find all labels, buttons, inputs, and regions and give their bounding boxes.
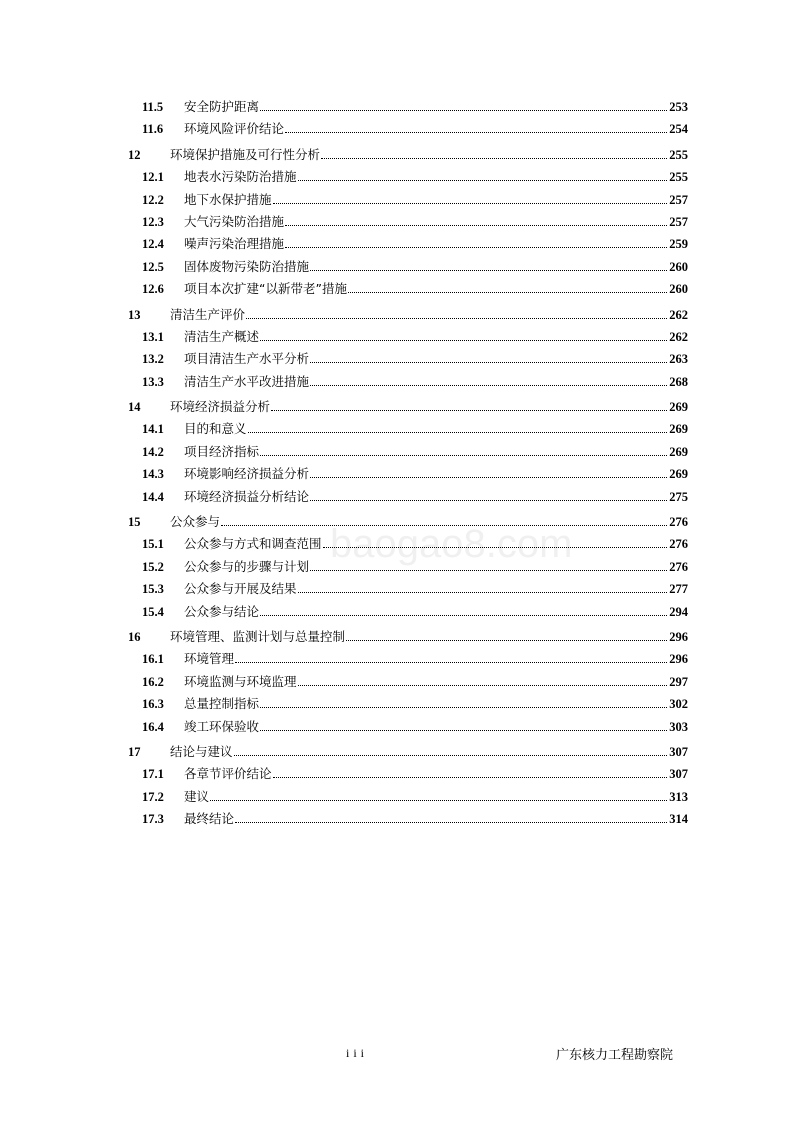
toc-entry-number: 14 xyxy=(128,400,141,415)
toc-entry-number: 16.4 xyxy=(142,719,164,734)
toc-entry-number: 14.3 xyxy=(142,467,164,482)
toc-entry-title: 公众参与方式和调查范围 xyxy=(184,536,322,552)
toc-entry-page: 296 xyxy=(669,629,688,644)
toc-entry-title: 环境影响经济损益分析 xyxy=(184,466,310,482)
toc-dot-leader xyxy=(273,202,668,204)
toc-entry-title: 环境保护措施及可行性分析 xyxy=(170,146,321,162)
toc-entry-page: 253 xyxy=(669,100,688,114)
toc-entry-title: 目的和意义 xyxy=(184,421,247,437)
toc-section-entry[interactable] xyxy=(128,763,688,785)
toc-entry-page: 307 xyxy=(669,744,688,759)
toc-entry-title: 各章节评价结论 xyxy=(184,766,272,782)
toc-section-entry[interactable] xyxy=(128,371,688,393)
toc-entry-title: 竣工环保验收 xyxy=(184,718,260,734)
footer-organization: 广东核力工程勘察院 xyxy=(556,1048,674,1063)
toc-section-entry[interactable] xyxy=(128,189,688,211)
toc-section-entry[interactable] xyxy=(128,166,688,188)
toc-entry-page: 262 xyxy=(669,307,688,322)
toc-entry-title: 项目经济指标 xyxy=(184,443,260,459)
toc-entry-page: 294 xyxy=(669,604,688,619)
toc-entry-title: 大气污染防治措施 xyxy=(184,213,285,229)
toc-entry-number: 12.4 xyxy=(142,237,164,252)
toc-entry-page: 263 xyxy=(669,352,688,367)
toc-chapter-entry[interactable] xyxy=(128,741,688,763)
toc-section-entry[interactable] xyxy=(128,808,688,830)
toc-dot-leader xyxy=(310,476,667,478)
toc-entry-page: 297 xyxy=(669,674,688,689)
toc-entry-page: 257 xyxy=(669,214,688,229)
toc-entry-number: 17.2 xyxy=(142,789,164,804)
toc-entry-page: 277 xyxy=(669,582,688,597)
toc-chapter-entry[interactable] xyxy=(128,144,688,166)
toc-entry-page: 269 xyxy=(669,422,688,437)
toc-dot-leader xyxy=(310,499,667,501)
toc-entry-number: 17.1 xyxy=(142,767,164,782)
toc-dot-leader xyxy=(210,799,667,801)
watermark: baogao8.com xyxy=(330,522,573,566)
toc-entry-page: 313 xyxy=(669,789,688,804)
toc-entry-number: 17.3 xyxy=(142,812,164,827)
toc-entry-page: 269 xyxy=(669,467,688,482)
toc-section-entry[interactable] xyxy=(128,671,688,693)
toc-section-entry[interactable] xyxy=(128,486,688,508)
toc-dot-leader xyxy=(235,661,667,663)
toc-section-entry[interactable] xyxy=(128,211,688,233)
toc-dot-leader xyxy=(310,384,667,386)
toc-entry-page: 276 xyxy=(669,515,688,530)
toc-entry-number: 15.3 xyxy=(142,582,164,597)
toc-dot-leader xyxy=(260,109,667,111)
toc-section-entry[interactable] xyxy=(128,118,688,140)
toc-dot-leader xyxy=(271,409,667,411)
toc-section-entry[interactable] xyxy=(128,786,688,808)
toc-entry-page: 269 xyxy=(669,400,688,415)
toc-dot-leader xyxy=(348,291,667,293)
toc-entry-page: 260 xyxy=(669,259,688,274)
toc-section-entry[interactable] xyxy=(128,233,688,255)
toc-section-entry[interactable] xyxy=(128,648,688,670)
toc-entry-page: 275 xyxy=(669,489,688,504)
toc-entry-page: 255 xyxy=(669,170,688,185)
toc-entry-number: 15.1 xyxy=(142,537,164,552)
toc-entry-number: 12.6 xyxy=(142,282,164,297)
toc-entry-number: 12.3 xyxy=(142,214,164,229)
toc-entry-page: 276 xyxy=(669,537,688,552)
toc-entry-title: 公众参与开展及结果 xyxy=(184,581,297,597)
toc-entry-number: 17 xyxy=(128,744,141,759)
toc-dot-leader xyxy=(298,591,668,593)
toc-entry-title: 环境监测与环境监理 xyxy=(184,673,297,689)
toc-entry-title: 固体废物污染防治措施 xyxy=(184,258,310,274)
toc-entry-number: 13 xyxy=(128,307,141,322)
toc-chapter-entry[interactable] xyxy=(128,626,688,648)
toc-entry-title: 地表水污染防治措施 xyxy=(184,169,297,185)
toc-entry-number: 15 xyxy=(128,515,141,530)
toc-entry-title: 环境管理 xyxy=(184,651,235,667)
toc-dot-leader xyxy=(321,157,667,159)
toc-dot-leader xyxy=(248,431,668,433)
toc-dot-leader xyxy=(260,339,667,341)
toc-entry-number: 13.2 xyxy=(142,352,164,367)
toc-section-entry[interactable] xyxy=(128,716,688,738)
toc-dot-leader xyxy=(285,224,667,226)
toc-entry-number: 14.1 xyxy=(142,422,164,437)
toc-entry-number: 15.4 xyxy=(142,604,164,619)
toc-entry-number: 16.1 xyxy=(142,652,164,667)
toc-entry-title: 环境经济损益分析结论 xyxy=(184,488,310,504)
toc-entry-number: 13.1 xyxy=(142,329,164,344)
toc-section-entry[interactable] xyxy=(128,96,688,118)
toc-chapter-entry[interactable] xyxy=(128,304,688,326)
toc-section-entry[interactable] xyxy=(128,601,688,623)
toc-section-entry[interactable] xyxy=(128,348,688,370)
toc-entry-title: 安全防护距离 xyxy=(184,99,260,114)
footer-page-number: iii xyxy=(346,1046,369,1060)
toc-entry-title: 结论与建议 xyxy=(170,743,233,759)
toc-entry-number: 12 xyxy=(128,147,141,162)
toc-dot-leader xyxy=(298,684,668,686)
toc-entry-title: 环境管理、监测计划与总量控制 xyxy=(170,628,346,644)
toc-section-entry[interactable] xyxy=(128,578,688,600)
toc-dot-leader xyxy=(346,639,667,641)
toc-entry-page: 255 xyxy=(669,147,688,162)
toc-entry-number: 13.3 xyxy=(142,374,164,389)
toc-entry-number: 12.2 xyxy=(142,192,164,207)
toc-dot-leader xyxy=(285,131,667,133)
toc-dot-leader xyxy=(310,569,667,571)
toc-section-entry[interactable] xyxy=(128,463,688,485)
toc-entry-page: 260 xyxy=(669,282,688,297)
toc-entry-title: 环境风险评价结论 xyxy=(184,121,285,137)
toc-dot-leader xyxy=(298,179,668,181)
toc-dot-leader xyxy=(260,614,667,616)
toc-section-entry[interactable] xyxy=(128,256,688,278)
toc-entry-page: 296 xyxy=(669,652,688,667)
toc-section-entry[interactable] xyxy=(128,418,688,440)
toc-entry-number: 11.5 xyxy=(142,100,164,114)
toc-entry-number: 16 xyxy=(128,629,141,644)
toc-entry-title: 最终结论 xyxy=(184,811,235,827)
toc-dot-leader xyxy=(260,729,667,731)
toc-entry-title: 清洁生产评价 xyxy=(170,306,246,322)
toc-entry-page: 314 xyxy=(669,812,688,827)
toc-entry-title: 项目清洁生产水平分析 xyxy=(184,351,310,367)
toc-entry-number: 14.2 xyxy=(142,444,164,459)
toc-entry-page: 302 xyxy=(669,697,688,712)
toc-entry-title: 环境经济损益分析 xyxy=(170,399,271,415)
toc-dot-leader xyxy=(246,317,667,319)
toc-entry-number: 12.1 xyxy=(142,170,164,185)
toc-section-entry[interactable] xyxy=(128,326,688,348)
toc-entry-page: 257 xyxy=(669,192,688,207)
toc-entry-title: 噪声污染治理措施 xyxy=(184,236,285,252)
toc-dot-leader xyxy=(285,246,667,248)
toc-entry-number: 12.5 xyxy=(142,259,164,274)
table-of-contents xyxy=(128,96,688,831)
toc-entry-number: 16.2 xyxy=(142,674,164,689)
toc-dot-leader xyxy=(260,454,667,456)
toc-dot-leader xyxy=(235,821,667,823)
toc-entry-page: 254 xyxy=(669,122,688,137)
toc-dot-leader xyxy=(234,754,668,756)
toc-entry-title: 清洁生产概述 xyxy=(184,328,260,344)
toc-entry-title: 总量控制指标 xyxy=(184,696,260,712)
toc-entry-number: 16.3 xyxy=(142,697,164,712)
toc-entry-page: 259 xyxy=(669,237,688,252)
toc-entry-page: 276 xyxy=(669,559,688,574)
toc-entry-number: 14.4 xyxy=(142,489,164,504)
toc-entry-page: 307 xyxy=(669,767,688,782)
toc-chapter-entry[interactable] xyxy=(128,396,688,418)
toc-entry-number: 11.6 xyxy=(142,122,164,137)
toc-entry-page: 303 xyxy=(669,719,688,734)
toc-section-entry[interactable] xyxy=(128,693,688,715)
toc-entry-title: 项目本次扩建“以新带老”措施 xyxy=(184,281,347,297)
toc-entry-title: 公众参与的步骤与计划 xyxy=(184,558,310,574)
toc-entry-title: 公众参与 xyxy=(170,514,221,530)
toc-entry-number: 15.2 xyxy=(142,559,164,574)
toc-section-entry[interactable] xyxy=(128,278,688,300)
toc-entry-page: 269 xyxy=(669,444,688,459)
toc-entry-title: 地下水保护措施 xyxy=(184,191,272,207)
toc-entry-title: 清洁生产水平改进措施 xyxy=(184,373,310,389)
toc-entry-title: 建议 xyxy=(184,788,210,804)
toc-dot-leader xyxy=(310,361,667,363)
toc-dot-leader xyxy=(260,706,667,708)
toc-section-entry[interactable] xyxy=(128,441,688,463)
toc-dot-leader xyxy=(310,269,667,271)
toc-dot-leader xyxy=(273,776,668,778)
toc-entry-page: 268 xyxy=(669,374,688,389)
toc-entry-title: 公众参与结论 xyxy=(184,603,260,619)
toc-entry-page: 262 xyxy=(669,329,688,344)
